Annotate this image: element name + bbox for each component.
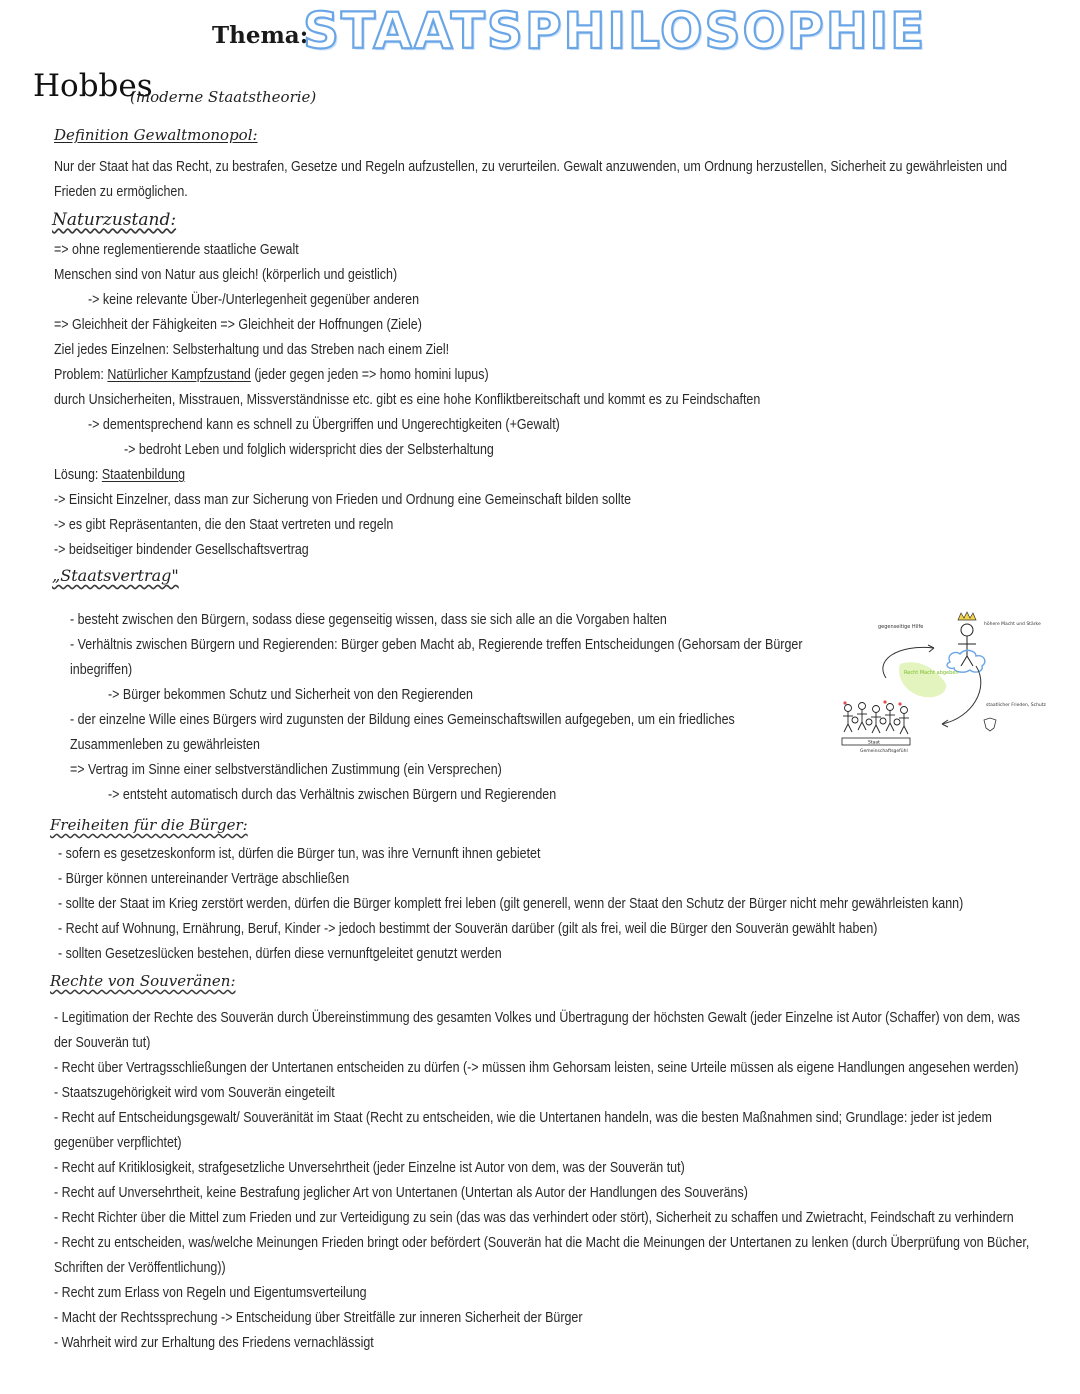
text-line: -> Bürger bekommen Schutz und Sicherheit von den Regierenden xyxy=(108,687,473,703)
text-line: durch Unsicherheiten, Misstrauen, Missverständnisse etc. gibt es eine hohe Konfliktbereitschaft und kommt es zu Feindschaften xyxy=(54,392,761,408)
diagram-label-protect: staatlicher Frieden, Schutz xyxy=(986,703,1046,708)
sovereign-figure-icon xyxy=(958,624,976,666)
text-line: - Legitimation der Rechte des Souverän durch Übereinstimmung des gesamten Volkes und Übertragung der höchsten Gewalt (jeder Einzelne ist Autor (Schaffer) von dem, was xyxy=(54,1010,1021,1026)
page-title: STAATSPHILOSOPHIE xyxy=(303,2,927,60)
text-line: Menschen sind von Natur aus gleich! (körperlich und geistlich) xyxy=(54,267,398,283)
text-line: Frieden zu ermöglichen. xyxy=(54,184,188,200)
text-line: -> Einsicht Einzelner, dass man zur Sicherung von Frieden und Ordnung eine Gemeinschaft bilden sollte xyxy=(54,492,632,508)
text-line: - Macht der Rechtssprechung -> Entscheidung über Streitfälle zur inneren Sicherheit der Bürger xyxy=(54,1310,583,1326)
text-line: Zusammenleben zu gewährleisten xyxy=(70,737,260,753)
diagram-label-agree: Recht Macht abgeben xyxy=(904,670,959,676)
text-line: gegenüber verpflichtet) xyxy=(54,1135,182,1151)
text-line: - Bürger können untereinander Verträge abschließen xyxy=(58,871,350,887)
text-line: - Staatszugehörigkeit wird vom Souverän eingeteilt xyxy=(54,1085,335,1101)
section-heading-staatsvertrag: „Staatsvertrag" xyxy=(52,566,179,585)
problem-line xyxy=(54,366,489,384)
shield-icon xyxy=(984,718,996,731)
philosopher-name: Hobbes xyxy=(33,68,153,104)
text-line: - sollten Gesetzeslücken bestehen, dürfen diese vernunftgeleitet genutzt werden xyxy=(58,946,502,962)
loesung-prefix: Lösung: xyxy=(54,467,99,483)
text-line: => Vertrag im Sinne einer selbstverständlichen Zustimmung (ein Versprechen) xyxy=(70,762,502,778)
text-line: - sollte der Staat im Krieg zerstört werden, dürfen die Bürger komplett frei leben (gilt generell, wenn der Staat den Schutz der Bürger nicht mehr gewährleisten kann) xyxy=(58,896,964,912)
text-line: -> bedroht Leben und folglich widerspricht dies der Selbsterhaltung xyxy=(124,442,494,458)
text-line: der Souverän tut) xyxy=(54,1035,151,1051)
text-line: Ziel jedes Einzelnen: Selbsterhaltung und das Streben nach einem Ziel! xyxy=(54,342,450,358)
text-line: - Recht über Vertragsschließungen der Untertanen entscheiden zu dürfen (-> müssen ihm Gehorsam leisten, seine Urteile müssen als eigene Handlungen angesehen werden) xyxy=(54,1060,1019,1076)
text-line: - sofern es gesetzeskonform ist, dürfen die Bürger tun, was ihre Vernunft ihnen gebietet xyxy=(58,846,541,862)
text-line: - Recht auf Entscheidungsgewalt/ Souveränität im Staat (Recht zu entscheiden, wie die Untertanen handeln, was die besten Maßnahmen sind; Grundlage: jeder ist jedem xyxy=(54,1110,992,1126)
text-line: - besteht zwischen den Bürgern, sodass diese gegenseitig wissen, dass sie sich alle an die Vorgaben halten xyxy=(70,612,667,628)
theme-label: Thema: xyxy=(212,22,309,49)
section-heading-naturzustand: Naturzustand: xyxy=(52,210,177,230)
section-heading-freiheiten: Freiheiten für die Bürger: xyxy=(50,816,248,834)
text-line: -> es gibt Repräsentanten, die den Staat vertreten und regeln xyxy=(54,517,394,533)
problem-prefix: Problem: xyxy=(54,367,104,383)
problem-rest: (jeder gegen jeden => homo homini lupus) xyxy=(254,367,489,383)
section-heading-rechte: Rechte von Souveränen: xyxy=(50,972,236,990)
text-line: - Recht Richter über die Mittel zum Frieden und zur Verteidigung zu sein (das was das verhindert oder stört), Sicherheit zu schaffen und Zwietracht, Feindschaft zu verhindern xyxy=(54,1210,1014,1226)
loesung-line xyxy=(54,466,185,484)
text-line: - Wahrheit wird zur Erhaltung des Friedens vernachlässigt xyxy=(54,1335,374,1351)
text-line: inbegriffen) xyxy=(70,662,133,678)
citizens-group-icon xyxy=(843,700,909,734)
text-line: -> beidseitiger bindender Gesellschaftsvertrag xyxy=(54,542,309,558)
loesung-term: Staatenbildung xyxy=(101,467,186,483)
text-line: Nur der Staat hat das Recht, zu bestrafen, Gesetze und Regeln aufzustellen, zu verurteilen. Gewalt anzuwenden, um Ordnung herzustellen, Sicherheit zu gewährleisten und xyxy=(54,159,1008,175)
text-line: -> entsteht automatisch durch das Verhältnis zwischen Bürgern und Regierenden xyxy=(108,787,557,803)
contract-diagram xyxy=(838,608,1060,770)
text-line: - der einzelne Wille eines Bürgers wird zugunsten der Bildung eines Gemeinschaftswillen aufgegeben, um ein friedliches xyxy=(70,712,735,728)
text-line: Schriften der Veröffentlichung)) xyxy=(54,1260,226,1276)
philosopher-subtitle: (moderne Staatstheorie) xyxy=(130,88,317,106)
diagram-label-state: Staat xyxy=(868,740,880,746)
text-line: - Recht auf Unversehrtheit, keine Bestrafung jeglicher Art von Untertanen (Untertan als Autor der Handlungen des Souveräns) xyxy=(54,1185,748,1201)
text-line: - Recht auf Kritiklosigkeit, strafgesetzliche Unversehrtheit (jeder Einzelne ist Autor von dem, was der Souverän tut) xyxy=(54,1160,685,1176)
diagram-label-community: Gemeinschaftsgefühl xyxy=(860,749,908,754)
text-line: -> dementsprechend kann es schnell zu Übergriffen und Ungerechtigkeiten (+Gewalt) xyxy=(88,417,560,433)
crown-icon xyxy=(958,612,976,620)
problem-term: Natürlicher Kampfzustand xyxy=(107,367,251,383)
diagram-label-power: höhere Macht und Stärke xyxy=(984,622,1041,627)
text-line: - Recht zu entscheiden, was/welche Meinungen Frieden bringt oder befördert (Souverän hat die Macht die Meinungen der Untertanen zu lenken (durch Überprüfung von Bücher, xyxy=(54,1235,1030,1251)
section-heading-gewaltmonopol: Definition Gewaltmonopol: xyxy=(54,126,258,144)
cloud-icon xyxy=(947,650,985,672)
text-line: - Recht zum Erlass von Regeln und Eigentumsverteilung xyxy=(54,1285,367,1301)
diagram-label-help: gegenseitige Hilfe xyxy=(878,624,924,630)
text-line: - Recht auf Wohnung, Ernährung, Beruf, Kinder -> jedoch bestimmt der Souverän darüber (gilt als frei, weil die Bürger den Souverän gewählt haben) xyxy=(58,921,878,937)
text-line: - Verhältnis zwischen Bürgern und Regierenden: Bürger geben Macht ab, Regierende treffen Entscheidungen (Gehorsam der Bürger xyxy=(70,637,803,653)
text-line: => Gleichheit der Fähigkeiten => Gleichheit der Hoffnungen (Ziele) xyxy=(54,317,422,333)
text-line: -> keine relevante Über-/Unterlegenheit gegenüber anderen xyxy=(88,292,420,308)
text-line: => ohne reglementierende staatliche Gewalt xyxy=(54,242,299,258)
